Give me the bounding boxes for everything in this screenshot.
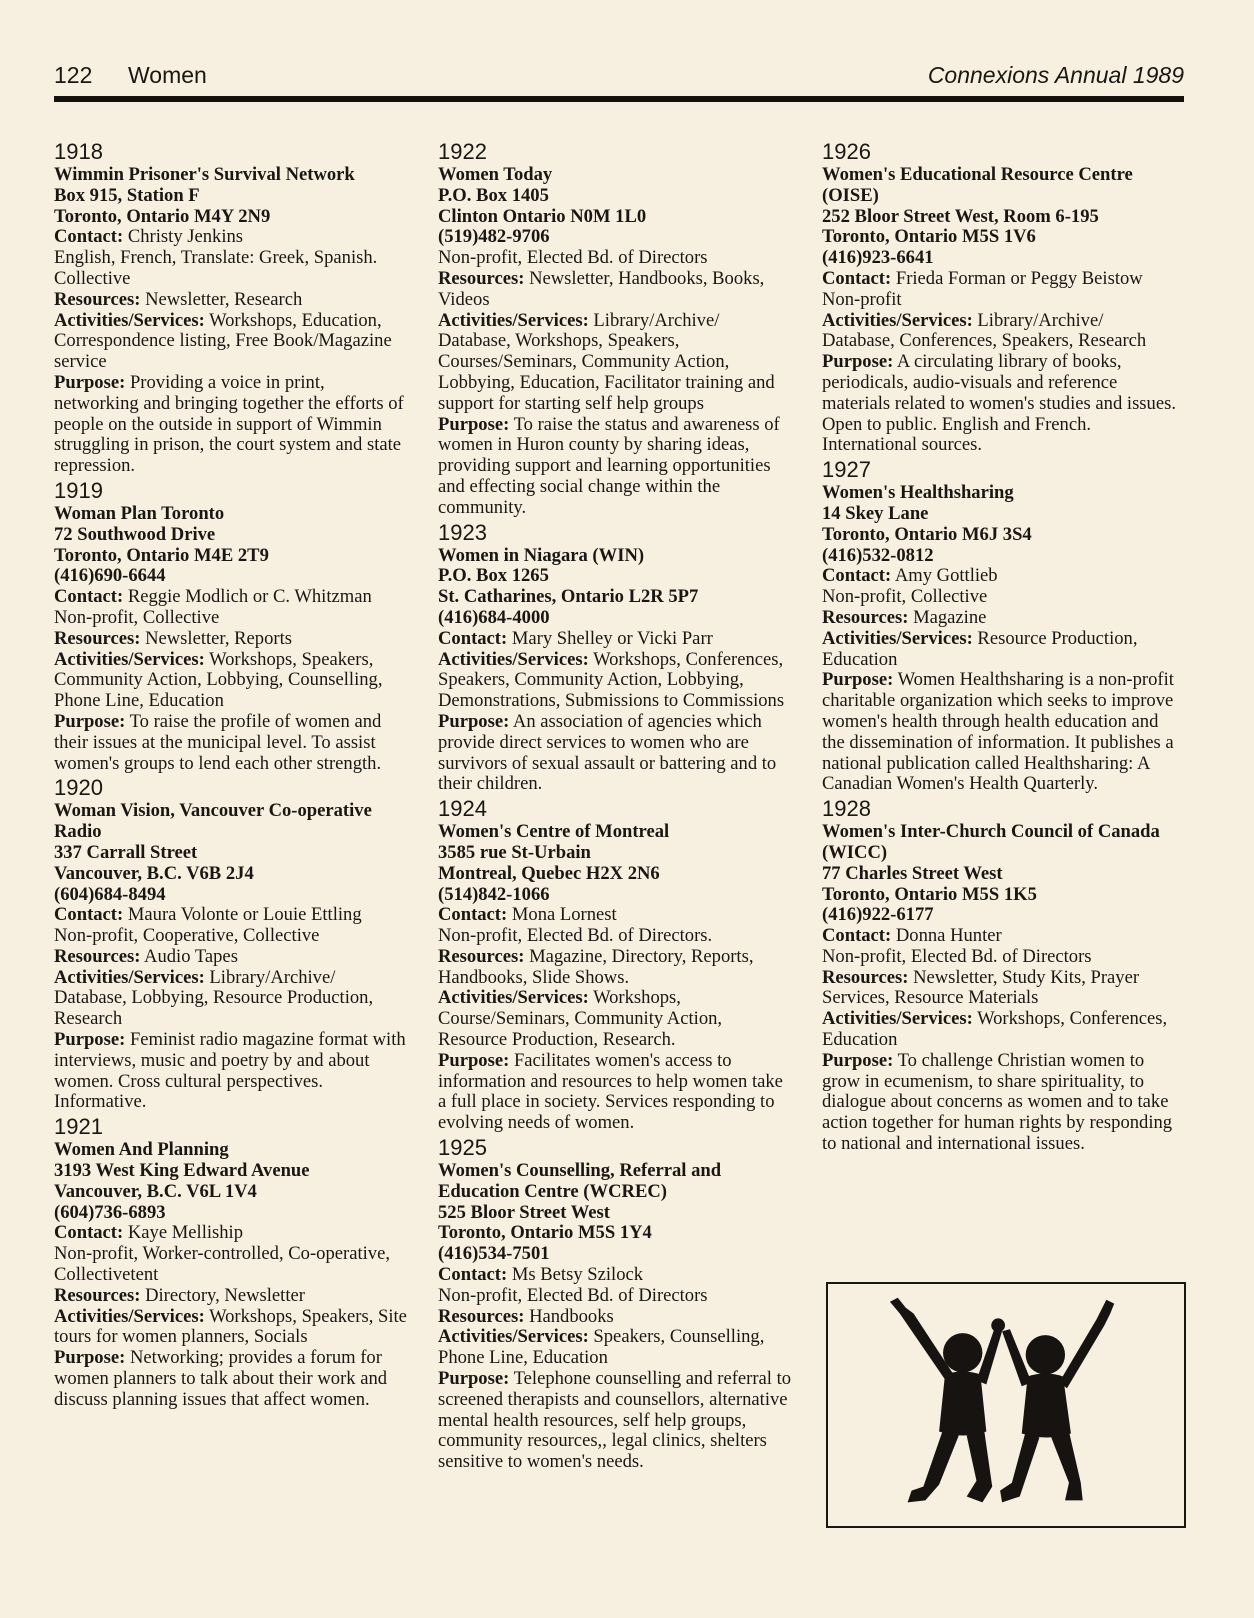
org-name: Women's Educational Resource Centre (OISE) <box>822 164 1133 206</box>
contact-line-label: Contact: <box>54 586 124 608</box>
org-details <box>438 248 793 269</box>
entry-number: 1927 <box>822 457 871 483</box>
resources-line-label: Resources: <box>54 627 141 649</box>
org-details <box>822 947 1177 968</box>
address-line: (604)684-8494 <box>54 883 166 905</box>
contact-line <box>54 227 409 248</box>
purpose-line <box>54 373 409 477</box>
address-line: (416)532-0812 <box>822 544 934 566</box>
contact-line-text: Kaye Melliship <box>127 1222 244 1244</box>
address-line: 77 Charles Street West <box>822 862 1003 884</box>
contact-line <box>438 1265 793 1286</box>
org-details-text: Non-profit, Elected Bd. of Directors <box>438 247 708 269</box>
column-2 <box>438 138 793 1473</box>
org-details <box>822 290 1177 311</box>
resources-line <box>54 290 409 311</box>
purpose-line-label: Purpose: <box>438 413 510 435</box>
resources-line-text: Newsletter, Handbooks, Books, Videos <box>438 267 765 310</box>
entry-number: 1922 <box>438 139 487 164</box>
activities-line-label: Activities/Services: <box>54 966 205 988</box>
resources-line <box>438 947 793 989</box>
contact-line-label: Contact: <box>822 267 892 289</box>
activities-line <box>438 1327 793 1369</box>
org-name: Women's Centre of Montreal <box>438 821 670 843</box>
purpose-line-text: To raise the profile of women and their issues at the municipal level. To assist women's groups to lend each other strength. <box>54 710 382 774</box>
address-line: 252 Bloor Street West, Room 6-195 <box>822 205 1099 227</box>
page-header <box>54 62 1184 94</box>
contact-line <box>54 905 409 926</box>
directory-entry <box>438 796 793 1134</box>
resources-line-label: Resources: <box>438 1305 525 1327</box>
purpose-line-text: To challenge Christian women to grow in ecumenism, to share spirituality, to dialogue about concerns as women and to take action together for human rights by responding to national and international issues. <box>822 1049 1173 1155</box>
purpose-line-label: Purpose: <box>54 1029 126 1051</box>
resources-line <box>822 968 1177 1010</box>
address-line: (416)690-6644 <box>54 565 166 587</box>
purpose-line <box>822 670 1177 795</box>
org-details-text: Non-profit, Cooperative, Collective <box>54 925 320 947</box>
purpose-line <box>438 1369 793 1473</box>
org-name: Woman Vision, Vancouver Co-operative Radio <box>54 800 372 843</box>
activities-line-label: Activities/Services: <box>822 309 973 331</box>
activities-line <box>54 1307 409 1349</box>
org-details <box>54 248 409 290</box>
org-name: Women Today <box>438 164 553 185</box>
resources-line-label: Resources: <box>822 966 909 988</box>
address-line: 337 Carrall Street <box>54 841 198 863</box>
activities-line-label: Activities/Services: <box>822 627 973 649</box>
purpose-line-text: Providing a voice in print, networking and bringing together the efforts of people on the outside in support of Wimmin struggling in prison, the court system and state repression. <box>54 371 404 477</box>
activities-line-text: Library/Archive/ Database, Lobbying, Resource Production, Research <box>54 966 374 1030</box>
activities-line-text: Workshops, Speakers, Site tours for women planners, Socials <box>54 1305 407 1348</box>
entry-number: 1920 <box>54 775 103 801</box>
activities-line <box>822 311 1177 353</box>
page-number: 122 <box>54 62 93 88</box>
contact-line-label: Contact: <box>54 226 124 248</box>
resources-line-text: Audio Tapes <box>144 945 238 967</box>
purpose-line-label: Purpose: <box>822 351 894 373</box>
contact-line <box>438 905 793 926</box>
purpose-line-label: Purpose: <box>54 710 126 732</box>
activities-line-label: Activities/Services: <box>438 648 589 670</box>
address-line: Toronto, Ontario M5S 1K5 <box>822 883 1037 905</box>
resources-line-label: Resources: <box>438 945 525 967</box>
address-line: Toronto, Ontario M5S 1V6 <box>822 226 1036 248</box>
activities-line-text: Workshops, Course/Seminars, Community Action, Resource Production, Research. <box>438 987 723 1051</box>
org-details-text: Non-profit, Worker-controlled, Co-operative, Collectivetent <box>54 1243 390 1286</box>
activities-line <box>54 968 409 1030</box>
address-line: 525 Bloor Street West <box>438 1201 610 1223</box>
activities-line-label: Activities/Services: <box>438 987 589 1009</box>
purpose-line-label: Purpose: <box>822 669 894 691</box>
contact-line <box>822 926 1177 947</box>
activities-line <box>822 1009 1177 1051</box>
purpose-line-label: Purpose: <box>54 1347 126 1369</box>
address-line: St. Catharines, Ontario L2R 5P7 <box>438 586 699 608</box>
address-line: P.O. Box 1405 <box>438 184 549 206</box>
address-line: Montreal, Quebec H2X 2N6 <box>438 862 660 884</box>
directory-entry <box>438 1135 793 1473</box>
directory-entry <box>54 1114 409 1410</box>
org-details <box>54 926 409 947</box>
illustration-box <box>826 1282 1186 1528</box>
activities-line-text: Library/Archive/ Database, Workshops, Speakers, Courses/Seminars, Community Action, Lobbying, Education, Facilitator training and support for starting self help groups <box>438 309 775 414</box>
two-children-silhouette-icon <box>828 1284 1184 1526</box>
purpose-line <box>54 1030 409 1113</box>
purpose-line-label: Purpose: <box>54 371 126 393</box>
resources-line-text: Magazine <box>913 606 987 628</box>
column-1 <box>54 138 409 1411</box>
entry-number: 1923 <box>438 519 487 545</box>
org-name: Women And Planning <box>54 1139 229 1161</box>
activities-line <box>438 988 793 1050</box>
org-details <box>54 608 409 629</box>
resources-line <box>54 947 409 968</box>
activities-line <box>54 650 409 712</box>
purpose-line <box>54 1348 409 1410</box>
activities-line <box>822 629 1177 671</box>
section-title: Women <box>128 62 207 88</box>
resources-line-text: Newsletter, Study Kits, Prayer Services, Resource Materials <box>822 966 1140 1009</box>
org-details-text: English, French, Translate: Greek, Spanish. Collective <box>54 247 378 289</box>
entry-number: 1925 <box>438 1135 487 1161</box>
entry-number: 1918 <box>54 139 103 164</box>
contact-line-text: Maura Volonte or Louie Ettling <box>127 904 362 926</box>
org-name: Women's Healthsharing <box>822 482 1014 504</box>
contact-line-label: Contact: <box>822 925 892 947</box>
contact-line-label: Contact: <box>438 1264 508 1286</box>
purpose-line <box>822 352 1177 456</box>
address-line: (416)534-7501 <box>438 1243 550 1265</box>
purpose-line-text: Telephone counselling and referral to screened therapists and counsellors, alternative mental health resources, self help groups, community resources,, legal clinics, shelters sensitive to women's needs. <box>438 1368 792 1473</box>
address-line: Toronto, Ontario M4Y 2N9 <box>54 205 271 227</box>
entry-number: 1924 <box>438 796 487 822</box>
address-line: (519)482-9706 <box>438 226 550 248</box>
header-rule <box>54 96 1184 102</box>
address-line: 72 Southwood Drive <box>54 523 216 545</box>
purpose-line <box>438 415 793 519</box>
resources-line-label: Resources: <box>54 288 141 310</box>
address-line: 3585 rue St-Urbain <box>438 841 591 863</box>
publication-title: Connexions Annual 1989 <box>927 62 1184 88</box>
resources-line <box>54 629 409 650</box>
resources-line <box>438 1307 793 1328</box>
purpose-line-label: Purpose: <box>822 1049 894 1071</box>
purpose-line-text: An association of agencies which provide direct services to women who are survivors of sexual assault or battering and to their children. <box>438 710 777 795</box>
address-line: P.O. Box 1265 <box>438 565 549 587</box>
contact-line-label: Contact: <box>54 904 124 926</box>
activities-line-text: Workshops, Education, Correspondence listing, Free Book/Magazine service <box>54 309 392 373</box>
contact-line-label: Contact: <box>438 627 508 649</box>
address-line: 14 Skey Lane <box>822 502 929 524</box>
org-details-text: Non-profit, Elected Bd. of Directors <box>438 1284 708 1306</box>
directory-entry <box>54 478 409 774</box>
org-name: Wimmin Prisoner's Survival Network <box>54 164 355 185</box>
resources-line <box>54 1286 409 1307</box>
purpose-line-text: Facilitates women's access to information and resources to help women take a full place in society. Services responding to evolving needs of women. <box>438 1049 783 1134</box>
contact-line-text: Ms Betsy Szilock <box>511 1264 644 1286</box>
activities-line-label: Activities/Services: <box>54 648 205 670</box>
entry-number: 1919 <box>54 477 103 503</box>
address-line: Box 915, Station F <box>54 184 200 206</box>
contact-line <box>822 566 1177 587</box>
directory-entry <box>54 139 409 477</box>
purpose-line-label: Purpose: <box>438 1049 510 1071</box>
org-details-text: Non-profit, Elected Bd. of Directors. <box>438 925 713 947</box>
address-line: (416)922-6177 <box>822 904 934 926</box>
org-details-text: Non-profit <box>822 288 902 310</box>
org-details <box>54 1244 409 1286</box>
activities-line-text: Workshops, Speakers, Community Action, Lobbying, Counselling, Phone Line, Education <box>54 648 383 712</box>
purpose-line-text: Networking; provides a forum for women planners to talk about their work and discuss planning issues that affect women. <box>54 1347 388 1410</box>
purpose-line-label: Purpose: <box>438 710 510 732</box>
resources-line-text: Newsletter, Reports <box>145 627 292 649</box>
address-line: 3193 West King Edward Avenue <box>54 1160 310 1182</box>
org-details <box>822 587 1177 608</box>
directory-entry <box>822 139 1177 456</box>
org-details-text: Non-profit, Collective <box>822 586 988 608</box>
address-line: Toronto, Ontario M4E 2T9 <box>54 544 269 566</box>
contact-line-text: Christy Jenkins <box>127 226 244 248</box>
activities-line-label: Activities/Services: <box>54 309 205 331</box>
org-name: Women's Counselling, Referral and Education Centre (WCREC) <box>438 1160 722 1202</box>
contact-line-label: Contact: <box>822 565 892 587</box>
directory-entry <box>822 796 1177 1155</box>
directory-entry <box>822 457 1177 795</box>
address-line: (416)923-6641 <box>822 247 934 269</box>
directory-entry <box>438 520 793 796</box>
column-3 <box>822 138 1177 1155</box>
resources-line-label: Resources: <box>438 267 525 289</box>
resources-line-text: Directory, Newsletter <box>145 1284 305 1306</box>
activities-line-label: Activities/Services: <box>438 1326 589 1348</box>
address-line: (514)842-1066 <box>438 883 550 905</box>
contact-line-text: Amy Gottlieb <box>894 565 998 587</box>
contact-line-label: Contact: <box>54 1222 124 1244</box>
activities-line-text: Speakers, Counselling, Phone Line, Education <box>438 1326 765 1369</box>
contact-line-text: Frieda Forman or Peggy Beistow <box>895 267 1143 289</box>
org-details <box>438 926 793 947</box>
resources-line-label: Resources: <box>822 606 909 628</box>
entry-number: 1926 <box>822 139 871 164</box>
org-details <box>438 1286 793 1307</box>
resources-line-text: Handbooks <box>529 1305 614 1327</box>
address-line: Vancouver, B.C. V6L 1V4 <box>54 1180 257 1202</box>
activities-line-label: Activities/Services: <box>54 1305 205 1327</box>
contact-line <box>54 587 409 608</box>
purpose-line-text: To raise the status and awareness of women in Huron county by sharing ideas, providing support and learning opportunities and effecting social change within the community. <box>438 413 780 518</box>
resources-line <box>438 269 793 311</box>
purpose-line <box>438 712 793 795</box>
activities-line-text: Library/Archive/ Database, Conferences, Speakers, Research <box>822 309 1147 352</box>
org-details-text: Non-profit, Collective <box>54 606 220 628</box>
org-name: Women in Niagara (WIN) <box>438 544 645 566</box>
activities-line-text: Workshops, Conferences, Speakers, Community Action, Lobbying, Demonstrations, Submissions to Commissions <box>438 648 785 712</box>
address-line: Toronto, Ontario M6J 3S4 <box>822 523 1032 545</box>
purpose-line-label: Purpose: <box>438 1368 510 1390</box>
activities-line <box>54 311 409 373</box>
org-name: Woman Plan Toronto <box>54 502 225 524</box>
activities-line-label: Activities/Services: <box>438 309 589 331</box>
resources-line <box>822 608 1177 629</box>
purpose-line <box>54 712 409 774</box>
activities-line-label: Activities/Services: <box>822 1008 973 1030</box>
purpose-line-text: Women Healthsharing is a non-profit charitable organization which seeks to improve women's health through health education and the dissemination of information. It publishes a national publication called Healthsharing: A Canadian Women's Health Quarterly. <box>822 669 1174 795</box>
resources-line-label: Resources: <box>54 945 141 967</box>
contact-line-text: Mary Shelley or Vicki Parr <box>511 627 713 649</box>
activities-line-text: Resource Production, Education <box>822 627 1138 670</box>
directory-entry <box>438 139 793 519</box>
purpose-line <box>822 1051 1177 1155</box>
address-line: (416)684-4000 <box>438 606 550 628</box>
contact-line <box>822 269 1177 290</box>
activities-line <box>438 650 793 712</box>
purpose-line-text: Feminist radio magazine format with interviews, music and poetry by and about women. Cross cultural perspectives. Informative. <box>54 1029 406 1113</box>
contact-line-text: Donna Hunter <box>895 925 1002 947</box>
directory-entry <box>54 775 409 1113</box>
contact-line-text: Mona Lornest <box>511 904 617 926</box>
activities-line <box>438 311 793 415</box>
contact-line <box>438 629 793 650</box>
address-line: Vancouver, B.C. V6B 2J4 <box>54 862 254 884</box>
entry-number: 1921 <box>54 1114 103 1140</box>
address-line: Clinton Ontario N0M 1L0 <box>438 205 647 227</box>
contact-line-label: Contact: <box>438 904 508 926</box>
entry-number: 1928 <box>822 796 871 822</box>
contact-line-text: Reggie Modlich or C. Whitzman <box>127 586 372 608</box>
address-line: Toronto, Ontario M5S 1Y4 <box>438 1222 652 1244</box>
purpose-line <box>438 1051 793 1134</box>
org-details-text: Non-profit, Elected Bd. of Directors <box>822 945 1092 967</box>
resources-line-label: Resources: <box>54 1284 141 1306</box>
resources-line-text: Newsletter, Research <box>145 288 303 310</box>
address-line: (604)736-6893 <box>54 1201 166 1223</box>
contact-line <box>54 1223 409 1244</box>
activities-line-text: Workshops, Conferences, Education <box>822 1008 1168 1051</box>
resources-line-text: Magazine, Directory, Reports, Handbooks, Slide Shows. <box>438 945 754 988</box>
purpose-line-text: A circulating library of books, periodicals, audio-visuals and reference materials related to women's studies and issues. Open to public. English and French. International sources. <box>822 351 1176 456</box>
org-name: Women's Inter-Church Council of Canada (WICC) <box>822 821 1160 863</box>
